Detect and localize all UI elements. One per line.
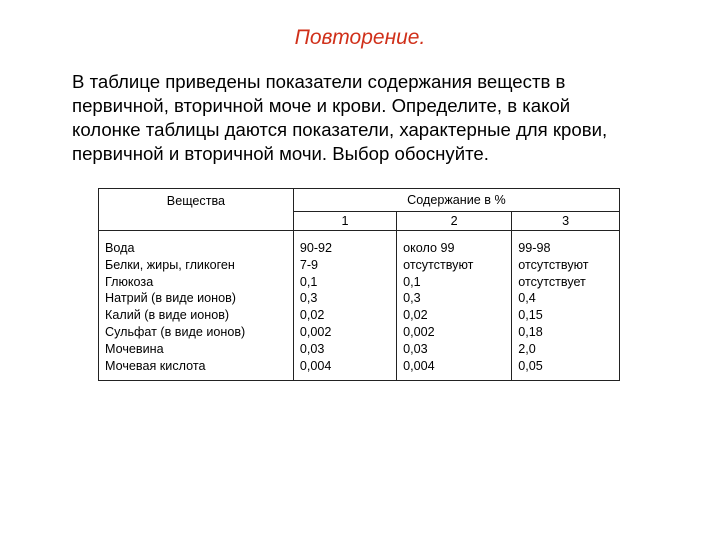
substances-column	[99, 231, 294, 381]
task-line: первичной и вторичной мочи. Выбор обоснуйте.	[72, 143, 489, 164]
value-cell: 0,004	[403, 358, 435, 373]
value-cell: отсутствует	[518, 274, 586, 289]
substance-name: Глюкоза	[105, 274, 154, 289]
value-cell: 0,1	[403, 274, 421, 289]
substance-name: Мочевина	[105, 341, 164, 356]
column-header-3: 3	[512, 212, 620, 231]
header-substances: Вещества	[99, 189, 294, 231]
value-cell: 0,03	[299, 341, 325, 356]
slide-title: Повторение.	[294, 26, 426, 49]
value-cell: 0,05	[518, 358, 543, 373]
value-cell: отсутствуют	[403, 257, 474, 272]
values-column-1	[293, 231, 396, 381]
value-cell: отсутствуют	[518, 257, 589, 272]
value-cell: 0,002	[299, 324, 332, 339]
substance-name: Белки, жиры, гликоген	[105, 257, 235, 272]
column-header-1: 1	[293, 212, 396, 231]
value-cell: 0,15	[518, 308, 543, 323]
substance-name: Мочевая кислота	[105, 358, 206, 373]
task-line: колонке таблицы даются показатели, характерные для крови,	[72, 119, 608, 140]
value-cell: 0,3	[403, 291, 421, 306]
value-cell: 0,004	[299, 358, 332, 373]
value-cell: 0,3	[299, 291, 318, 306]
value-cell: 2,0	[518, 341, 536, 356]
value-cell: 0,002	[403, 324, 435, 339]
substances-table	[98, 188, 620, 381]
value-cell: 90-92	[299, 241, 333, 255]
substance-name: Вода	[105, 241, 135, 255]
substance-name: Калий (в виде ионов)	[105, 308, 230, 323]
header-content: Содержание в %	[293, 189, 619, 212]
value-cell: 99-98	[518, 241, 551, 255]
values-column-3	[512, 231, 620, 381]
value-cell: 0,1	[299, 274, 318, 289]
value-cell: 0,02	[299, 308, 325, 323]
task-text	[72, 70, 672, 166]
substance-name: Натрий (в виде ионов)	[105, 291, 237, 306]
task-line: первичной, вторичной моче и крови. Определите, в какой	[72, 95, 571, 116]
task-line: В таблице приведены показатели содержания веществ в	[72, 71, 566, 92]
value-cell: около 99	[403, 241, 455, 255]
column-header-2: 2	[397, 212, 512, 231]
value-cell: 7-9	[299, 257, 319, 272]
value-cell: 0,4	[518, 291, 536, 306]
value-cell: 0,03	[403, 341, 428, 356]
substance-name: Сульфат (в виде ионов)	[105, 324, 246, 339]
values-column-2	[397, 231, 512, 381]
value-cell: 0,18	[518, 324, 543, 339]
value-cell: 0,02	[403, 308, 428, 323]
